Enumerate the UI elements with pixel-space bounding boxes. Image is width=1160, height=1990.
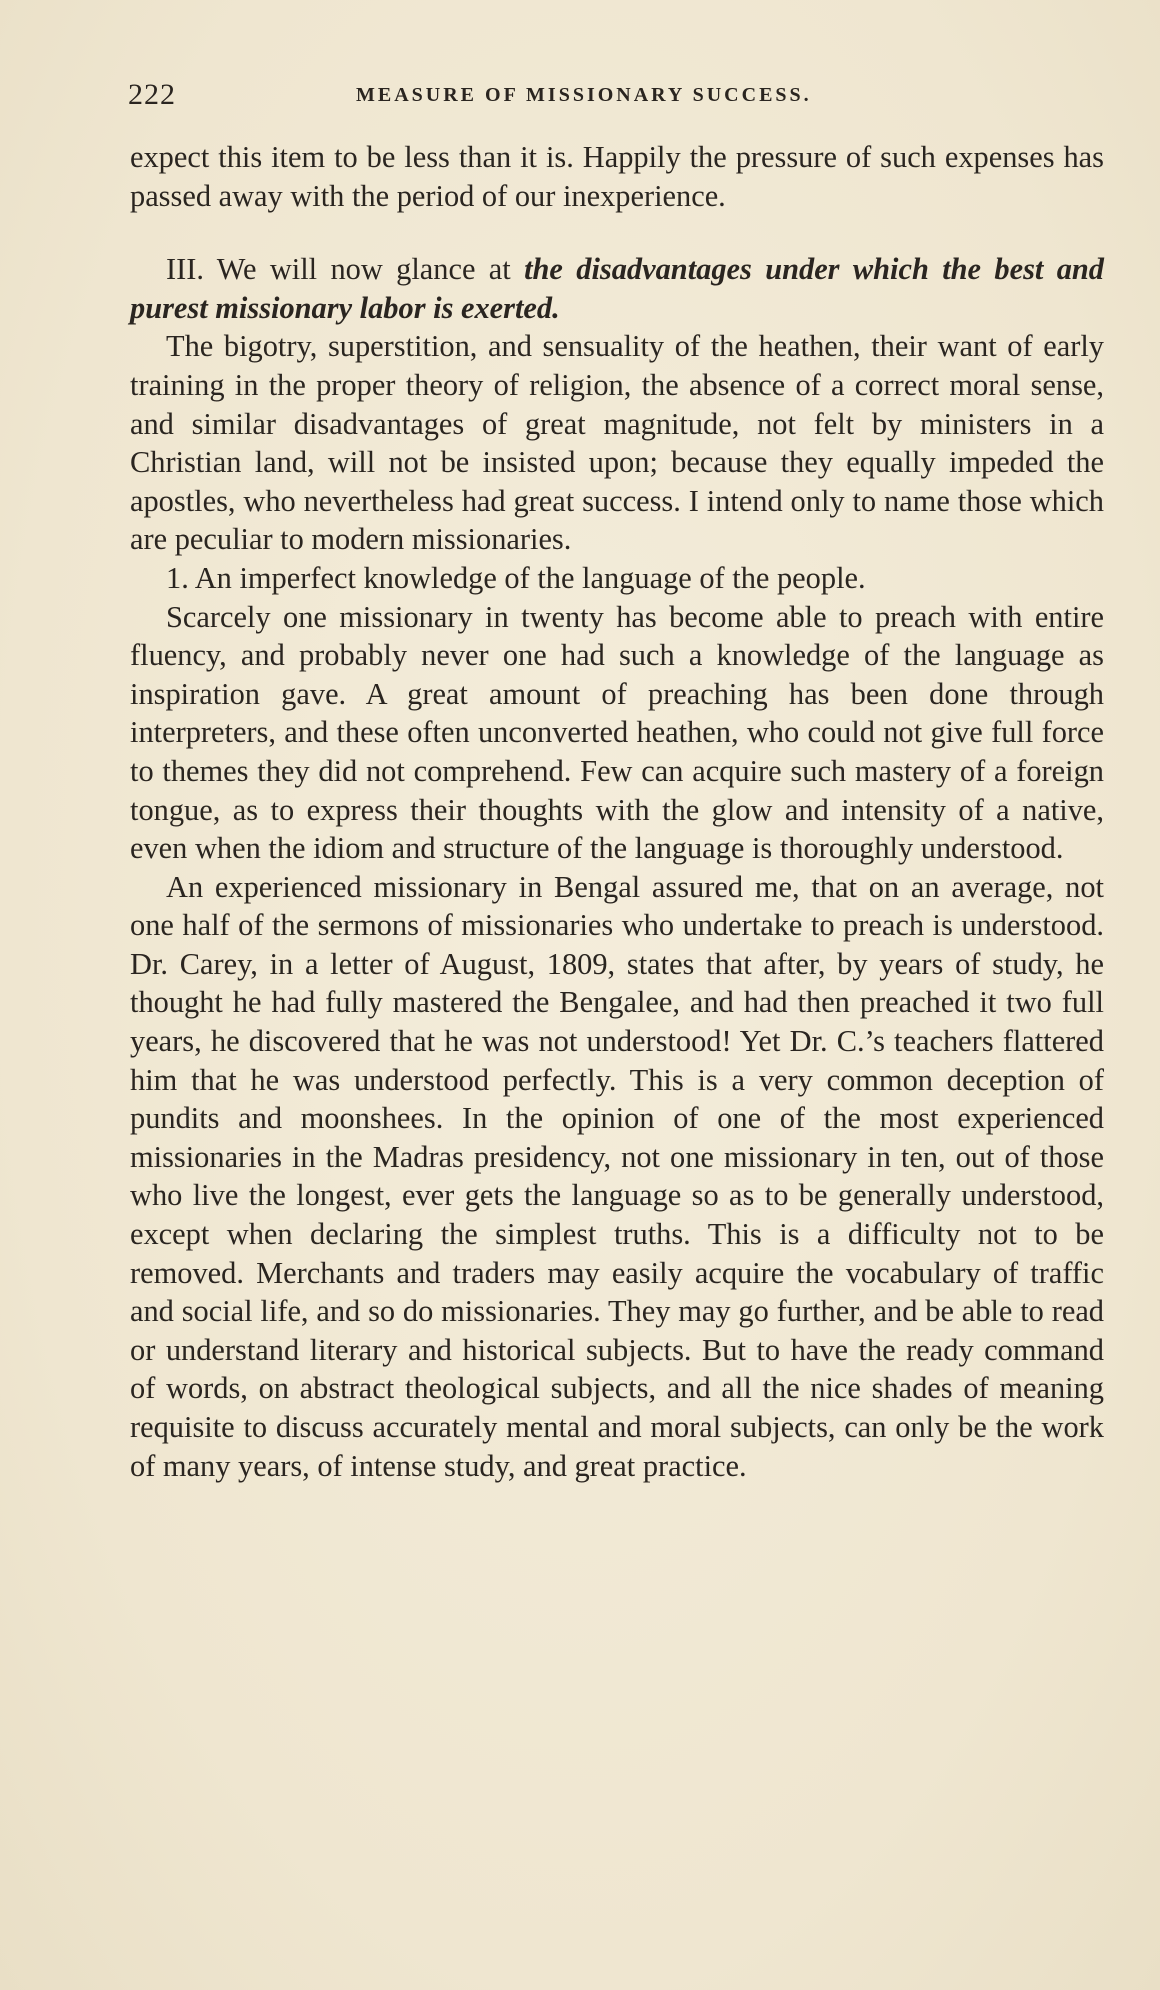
section-heading-paragraph bbox=[130, 250, 1104, 327]
body-text bbox=[130, 138, 1104, 1485]
paragraph-point-one: 1. An imperfect knowledge of the language of the people. bbox=[166, 560, 866, 595]
paragraph-bengal-missionary: An experienced missionary in Bengal assured me, that on an average, not one half of the sermons of missionaries who undertake to preach is understood. Dr. Carey, in a letter of August, 1809, states that after, by years of study, he thought he had fully mastered the Bengalee, and had then preached it two full years, he discovered that he was not understood! Yet Dr. C.’s teachers flattered him that he was understood perfectly. This is a very common deception of pundits and moonshees. In the opinion of one of the most experienced missionaries in the Madras presidency, not one missionary in ten, out of those who live the longest, ever gets the language so as to be generally understood, except when declaring the simplest truths. This is a difficulty not to be removed. Merchants and traders may easily acquire the vocabulary of traffic and social life, and so do missionaries. They may go further, and be able to read or understand literary and historical subjects. But to have the ready command of words, on abstract theological subjects, and all the nice shades of meaning requisite to discuss accurately mental and moral subjects, can only be the work of many years, of intense study, and great practice. bbox=[130, 869, 1104, 1483]
section-italic-text: the disadvantages under which the best and purest missionary labor is exerted. bbox=[130, 252, 1104, 325]
paragraph-continuation: expect this item to be less than it is. Happily the pressure of such expenses has passed away with the period of our inexperience. bbox=[130, 140, 1104, 213]
paragraph-disadvantages: The bigotry, superstition, and sensuality of the heathen, their want of early training in the proper theory of religion, the absence of a correct moral sense, and similar disadvantages of great magnitude, not felt by ministers in a Christian land, will not be insisted upon; because they equally impeded the apostles, who nevertheless had great success. I intend only to name those which are peculiar to modern missionaries. bbox=[130, 329, 1104, 557]
running-head: MEASURE OF MISSIONARY SUCCESS. bbox=[356, 84, 812, 106]
paragraph-language-fluency: Scarcely one missionary in twenty has become able to preach with entire fluency, and probably never one had such a knowledge of the language as inspiration gave. A great amount of preaching has been done through interpreters, and these often unconverted heathen, who could not give full force to themes they did not comprehend. Few can acquire such mastery of a foreign tongue, as to express their thoughts with the glow and intensity of a native, even when the idiom and structure of the language is thoroughly understood. bbox=[130, 599, 1104, 866]
page-header bbox=[128, 78, 1028, 118]
section-lead-text: III. We will now glance at bbox=[166, 252, 525, 287]
page-number: 222 bbox=[128, 78, 176, 111]
